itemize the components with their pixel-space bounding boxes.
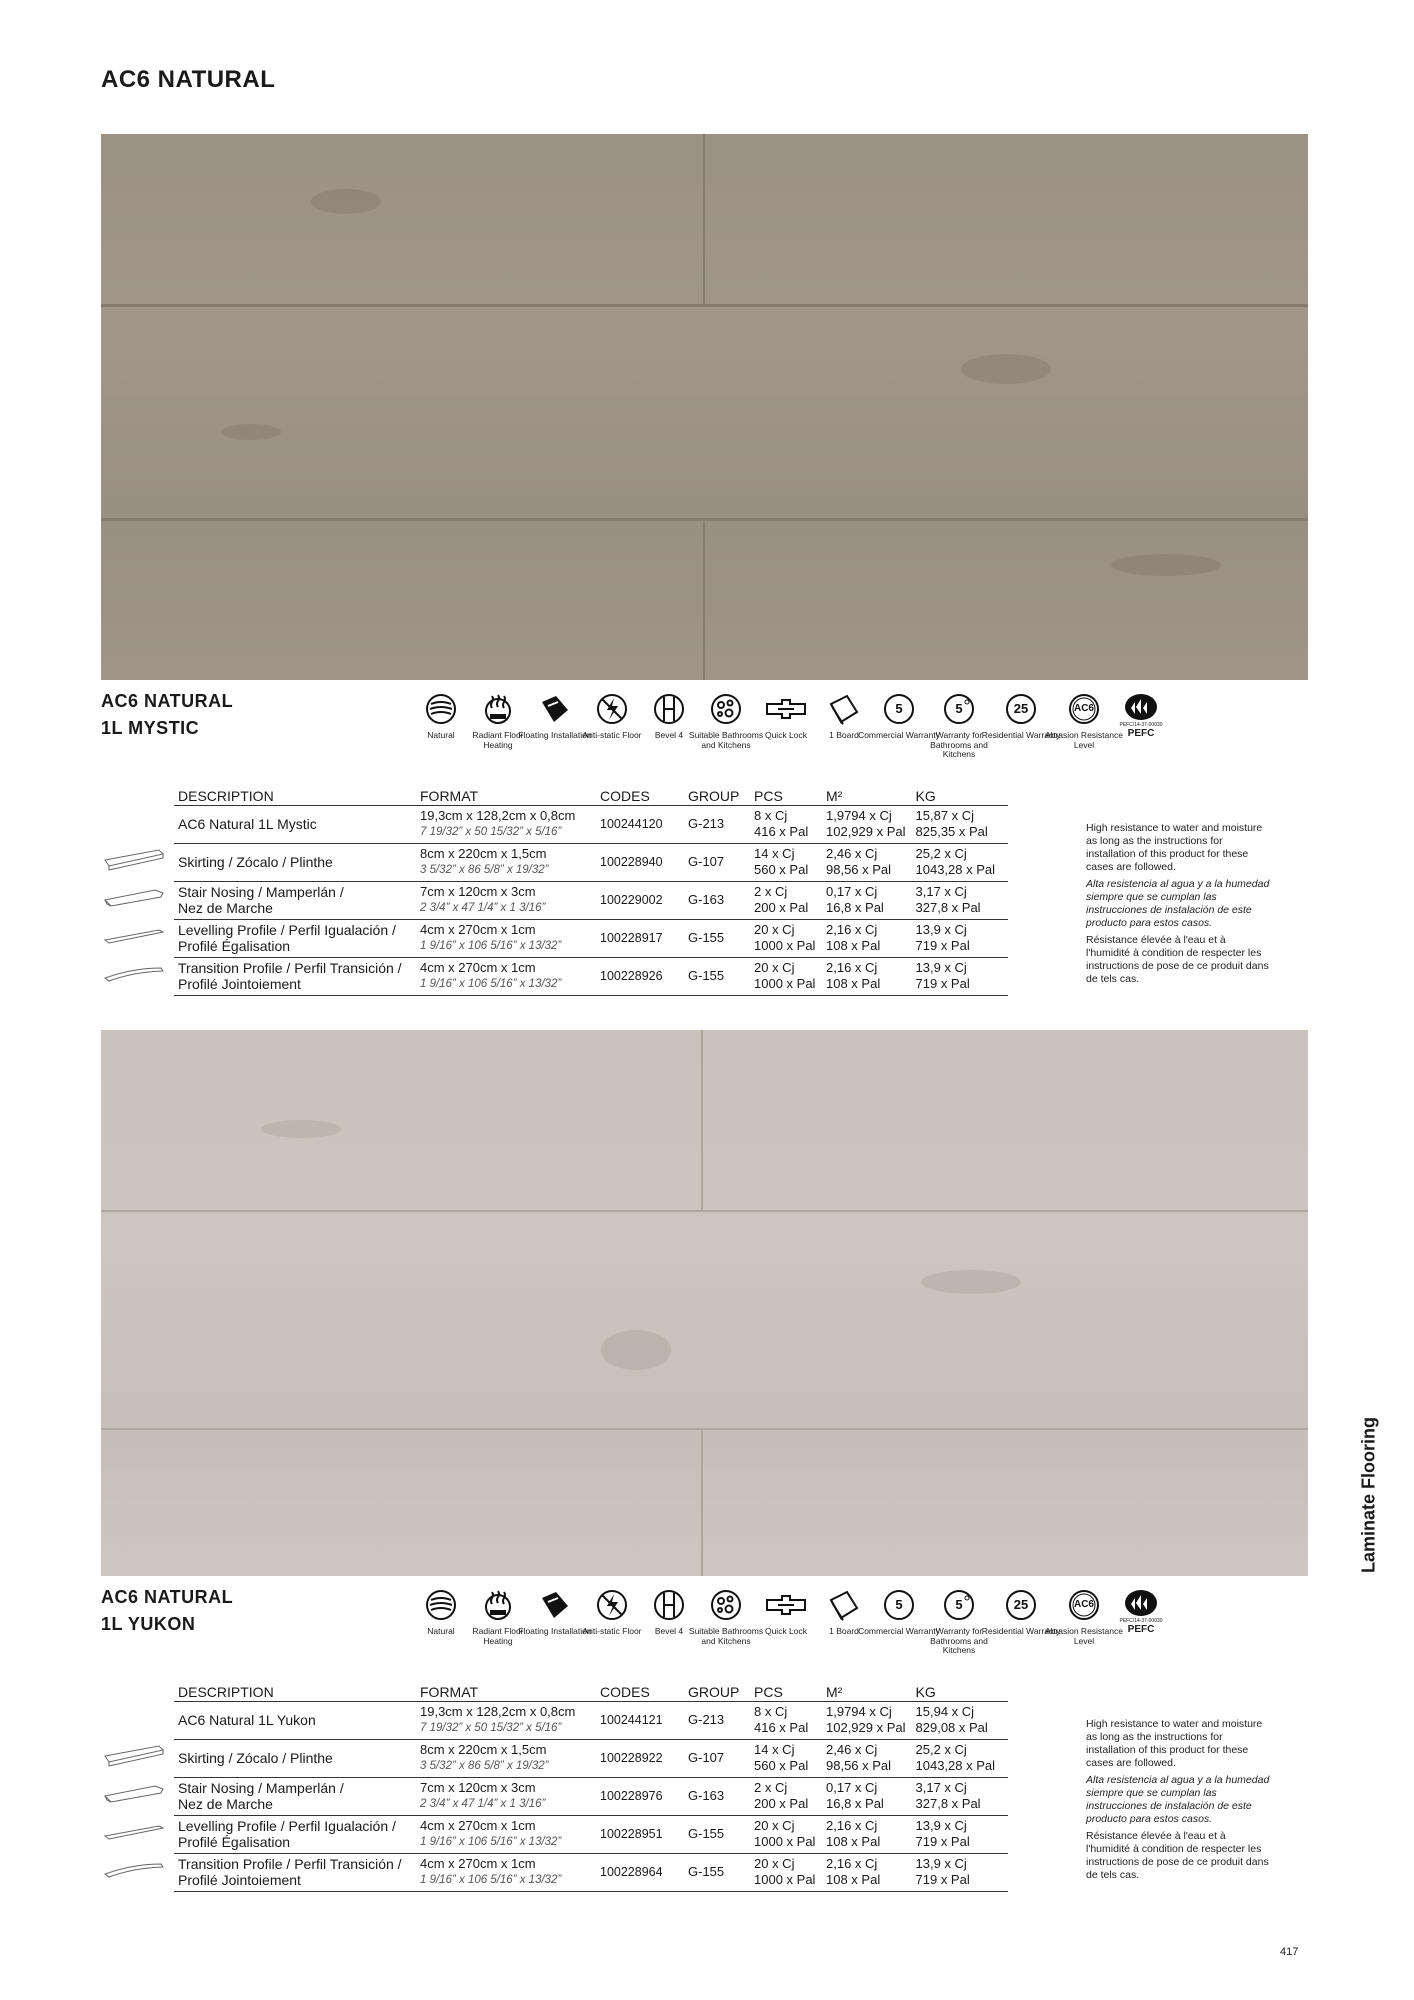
cell-group: G-213 bbox=[684, 805, 750, 843]
cell-desc: AC6 Natural 1L Yukon bbox=[174, 1701, 416, 1739]
pefc-logo-icon bbox=[1100, 1588, 1182, 1618]
cell-desc: Stair Nosing / Mamperlán / Nez de Marche bbox=[174, 1777, 416, 1815]
cell-group: G-107 bbox=[684, 843, 750, 881]
feature-label: Natural bbox=[427, 730, 455, 740]
feature-badge: 5 bbox=[895, 701, 903, 716]
side-label-text: Laminate Flooring bbox=[1358, 1416, 1379, 1574]
feature-badge: 5 bbox=[895, 1597, 903, 1612]
feature-label: PEFC bbox=[1127, 728, 1155, 739]
cell-m2: 0,17 x Cj 16,8 x Pal bbox=[822, 1777, 912, 1815]
feature-badge: AC6 bbox=[1073, 703, 1094, 714]
product-title-yukon bbox=[101, 1584, 233, 1638]
pefc-logo-icon bbox=[1100, 692, 1182, 722]
transition-profile-icon bbox=[103, 960, 165, 986]
column-header: KG bbox=[912, 786, 1008, 805]
cell-format: 19,3cm x 128,2cm x 0,8cm 7 19/32” x 50 15/32” x 5/16” bbox=[416, 1701, 596, 1739]
cell-kg: 13,9 x Cj 719 x Pal bbox=[912, 919, 1008, 957]
feature-label: Floating Installation bbox=[518, 1626, 592, 1636]
note-fr: Résistance élevée à l'eau et à l'humidité à condition de respecter les instructions de pose de ce produit dans de tels cas. bbox=[1086, 934, 1269, 985]
feature-label: Residential Warranty bbox=[981, 730, 1061, 740]
cell-pcs: 8 x Cj 416 x Pal bbox=[750, 805, 822, 843]
cell-m2: 2,16 x Cj 108 x Pal bbox=[822, 1815, 912, 1853]
cell-code: 100244120 bbox=[596, 805, 684, 843]
cell-code: 100228940 bbox=[596, 843, 684, 881]
cell-desc: Skirting / Zócalo / Plinthe bbox=[174, 843, 416, 881]
page-number: 417 bbox=[1280, 1946, 1299, 1958]
floor-image-yukon bbox=[101, 1030, 1308, 1576]
feature-label: Commercial Warranty bbox=[858, 1626, 940, 1636]
cell-pcs: 20 x Cj 1000 x Pal bbox=[750, 1853, 822, 1891]
column-header: GROUP bbox=[684, 1682, 750, 1701]
cell-desc: Levelling Profile / Perfil Igualación / Profilé Égalisation bbox=[174, 919, 416, 957]
product-title-line2: 1L YUKON bbox=[101, 1614, 196, 1634]
cell-m2: 1,9794 x Cj 102,929 x Pal bbox=[822, 805, 912, 843]
cell-desc: AC6 Natural 1L Mystic bbox=[174, 805, 416, 843]
product-title-mystic bbox=[101, 688, 233, 742]
cell-format: 8cm x 220cm x 1,5cm 3 5/32” x 86 5/8” x 19/32” bbox=[416, 843, 596, 881]
feature-badge: AC6 bbox=[1073, 1599, 1094, 1610]
levelling-profile-icon bbox=[103, 922, 165, 948]
cell-format: 4cm x 270cm x 1cm 1 9/16” x 106 5/16” x 13/32” bbox=[416, 919, 596, 957]
feature-label: Residential Warranty bbox=[981, 1626, 1061, 1636]
feature-label: Anti-static Floor bbox=[582, 730, 642, 740]
resistance-note-mystic bbox=[1086, 822, 1272, 990]
product-title-line1: AC6 NATURAL bbox=[101, 1587, 234, 1607]
table-row bbox=[174, 1777, 1008, 1815]
column-header: FORMAT bbox=[416, 786, 596, 805]
cell-m2: 2,16 x Cj 108 x Pal bbox=[822, 1853, 912, 1891]
product-title-line2: 1L MYSTIC bbox=[101, 718, 200, 738]
table-header-row bbox=[174, 786, 1008, 805]
cell-code: 100229002 bbox=[596, 881, 684, 919]
feature-label: Anti-static Floor bbox=[582, 1626, 642, 1636]
cell-m2: 2,46 x Cj 98,56 x Pal bbox=[822, 1739, 912, 1777]
table-row bbox=[174, 957, 1008, 995]
column-header: DESCRIPTION bbox=[174, 1682, 416, 1701]
cell-kg: 3,17 x Cj 327,8 x Pal bbox=[912, 881, 1008, 919]
feature-label: 1 Board bbox=[829, 1626, 859, 1636]
cell-kg: 13,9 x Cj 719 x Pal bbox=[912, 1853, 1008, 1891]
skirting-profile-icon bbox=[103, 1742, 165, 1768]
column-header: PCS bbox=[750, 786, 822, 805]
cell-kg: 15,94 x Cj 829,08 x Pal bbox=[912, 1701, 1008, 1739]
column-header: KG bbox=[912, 1682, 1008, 1701]
side-section-label bbox=[1359, 1405, 1379, 1585]
column-header: DESCRIPTION bbox=[174, 786, 416, 805]
cell-code: 100228922 bbox=[596, 1739, 684, 1777]
transition-profile-icon bbox=[103, 1856, 165, 1882]
note-es: Alta resistencia al agua y a la humedad siempre que se cumplan las instrucciones de instalación de este producto para estos casos. bbox=[1086, 878, 1270, 929]
feature-label: Radiant Floor Heating bbox=[472, 1626, 524, 1646]
cell-pcs: 20 x Cj 1000 x Pal bbox=[750, 957, 822, 995]
levelling-profile-icon bbox=[103, 1818, 165, 1844]
cell-kg: 3,17 x Cj 327,8 x Pal bbox=[912, 1777, 1008, 1815]
cell-group: G-155 bbox=[684, 1815, 750, 1853]
feature-label: Suitable Bathrooms and Kitchens bbox=[688, 730, 764, 750]
feature-icons-mystic bbox=[400, 692, 1290, 782]
cell-pcs: 20 x Cj 1000 x Pal bbox=[750, 919, 822, 957]
note-en: High resistance to water and moisture as long as the instructions for installation of this product for these cases are followed. bbox=[1086, 822, 1263, 873]
table-row bbox=[174, 1853, 1008, 1891]
cell-pcs: 2 x Cj 200 x Pal bbox=[750, 881, 822, 919]
table-header-row bbox=[174, 1682, 1008, 1701]
cell-m2: 0,17 x Cj 16,8 x Pal bbox=[822, 881, 912, 919]
stair-nosing-profile-icon bbox=[103, 884, 165, 910]
cell-m2: 2,16 x Cj 108 x Pal bbox=[822, 919, 912, 957]
cell-m2: 1,9794 x Cj 102,929 x Pal bbox=[822, 1701, 912, 1739]
feature-label: PEFC bbox=[1127, 1624, 1155, 1635]
pefc-code: PEFC/14-37-00030 bbox=[1119, 722, 1163, 728]
feature-label: Commercial Warranty bbox=[858, 730, 940, 740]
cell-kg: 15,87 x Cj 825,35 x Pal bbox=[912, 805, 1008, 843]
cell-code: 100228917 bbox=[596, 919, 684, 957]
cell-group: G-107 bbox=[684, 1739, 750, 1777]
column-header: PCS bbox=[750, 1682, 822, 1701]
feature-label: Quick Lock bbox=[764, 1626, 808, 1636]
table-row bbox=[174, 805, 1008, 843]
cell-code: 100228964 bbox=[596, 1853, 684, 1891]
cell-group: G-155 bbox=[684, 919, 750, 957]
cell-kg: 25,2 x Cj 1043,28 x Pal bbox=[912, 843, 1008, 881]
table-row bbox=[174, 843, 1008, 881]
cell-group: G-213 bbox=[684, 1701, 750, 1739]
feature-label: Radiant Floor Heating bbox=[472, 730, 524, 750]
feature-label: Suitable Bathrooms and Kitchens bbox=[688, 1626, 764, 1646]
cell-pcs: 8 x Cj 416 x Pal bbox=[750, 1701, 822, 1739]
column-header: FORMAT bbox=[416, 1682, 596, 1701]
cell-format: 19,3cm x 128,2cm x 0,8cm 7 19/32” x 50 15/32” x 5/16” bbox=[416, 805, 596, 843]
feature-label: Floating Installation bbox=[518, 730, 592, 740]
cell-kg: 13,9 x Cj 719 x Pal bbox=[912, 1815, 1008, 1853]
cell-group: G-155 bbox=[684, 957, 750, 995]
column-header: GROUP bbox=[684, 786, 750, 805]
feature-label: Bevel 4 bbox=[654, 730, 684, 740]
cell-kg: 25,2 x Cj 1043,28 x Pal bbox=[912, 1739, 1008, 1777]
note-es: Alta resistencia al agua y a la humedad siempre que se cumplan las instrucciones de instalación de este producto para estos casos. bbox=[1086, 1774, 1270, 1825]
feature-label: Natural bbox=[427, 1626, 455, 1636]
stair-nosing-profile-icon bbox=[103, 1780, 165, 1806]
table-row bbox=[174, 1815, 1008, 1853]
column-header: CODES bbox=[596, 1682, 684, 1701]
cell-format: 4cm x 270cm x 1cm 1 9/16” x 106 5/16” x 13/32” bbox=[416, 957, 596, 995]
feature-badge: 5 bbox=[955, 1597, 963, 1612]
table-row bbox=[174, 919, 1008, 957]
note-fr: Résistance élevée à l'eau et à l'humidité à condition de respecter les instructions de pose de ce produit dans de tels cas. bbox=[1086, 1830, 1269, 1881]
column-header: M² bbox=[822, 786, 912, 805]
skirting-profile-icon bbox=[103, 846, 165, 872]
column-header: CODES bbox=[596, 786, 684, 805]
cell-group: G-155 bbox=[684, 1853, 750, 1891]
cell-desc: Transition Profile / Perfil Transición / Profilé Jointoiement bbox=[174, 957, 416, 995]
feature-label: Abrasion Resistance Level bbox=[1045, 730, 1123, 750]
page-title: AC6 NATURAL bbox=[101, 66, 276, 93]
table-row bbox=[174, 881, 1008, 919]
feature-label: 1 Board bbox=[829, 730, 859, 740]
spec-table-mystic bbox=[174, 786, 1008, 996]
cell-code: 100228951 bbox=[596, 1815, 684, 1853]
cell-group: G-163 bbox=[684, 1777, 750, 1815]
resistance-note-yukon bbox=[1086, 1718, 1272, 1886]
feature-label: Warranty for Bathrooms and Kitchens bbox=[930, 1626, 988, 1655]
cell-desc: Transition Profile / Perfil Transición / Profilé Jointoiement bbox=[174, 1853, 416, 1891]
cell-format: 4cm x 270cm x 1cm 1 9/16” x 106 5/16” x 13/32” bbox=[416, 1815, 596, 1853]
cell-format: 7cm x 120cm x 3cm 2 3/4” x 47 1/4” x 1 3/16” bbox=[416, 1777, 596, 1815]
cell-m2: 2,46 x Cj 98,56 x Pal bbox=[822, 843, 912, 881]
cell-pcs: 20 x Cj 1000 x Pal bbox=[750, 1815, 822, 1853]
floor-image-mystic bbox=[101, 134, 1308, 680]
feature-label: Warranty for Bathrooms and Kitchens bbox=[930, 730, 988, 759]
feature-badge: 25 bbox=[1013, 701, 1029, 716]
cell-kg: 13,9 x Cj 719 x Pal bbox=[912, 957, 1008, 995]
spec-table-yukon bbox=[174, 1682, 1008, 1892]
cell-code: 100228976 bbox=[596, 1777, 684, 1815]
cell-code: 100228926 bbox=[596, 957, 684, 995]
table-row bbox=[174, 1739, 1008, 1777]
cell-pcs: 14 x Cj 560 x Pal bbox=[750, 1739, 822, 1777]
feature-label: Abrasion Resistance Level bbox=[1045, 1626, 1123, 1646]
feature-label: Bevel 4 bbox=[654, 1626, 684, 1636]
feature-pefc-logo bbox=[1100, 1588, 1182, 1635]
cell-code: 100244121 bbox=[596, 1701, 684, 1739]
cell-pcs: 2 x Cj 200 x Pal bbox=[750, 1777, 822, 1815]
cell-format: 7cm x 120cm x 3cm 2 3/4” x 47 1/4” x 1 3/16” bbox=[416, 881, 596, 919]
feature-label: Quick Lock bbox=[764, 730, 808, 740]
cell-pcs: 14 x Cj 560 x Pal bbox=[750, 843, 822, 881]
feature-badge: 25 bbox=[1013, 1597, 1029, 1612]
note-en: High resistance to water and moisture as long as the instructions for installation of this product for these cases are followed. bbox=[1086, 1718, 1263, 1769]
cell-group: G-163 bbox=[684, 881, 750, 919]
pefc-code: PEFC/14-37-00030 bbox=[1119, 1618, 1163, 1624]
table-row bbox=[174, 1701, 1008, 1739]
feature-pefc-logo bbox=[1100, 692, 1182, 739]
feature-icons-yukon bbox=[400, 1588, 1290, 1678]
cell-m2: 2,16 x Cj 108 x Pal bbox=[822, 957, 912, 995]
product-title-line1: AC6 NATURAL bbox=[101, 691, 234, 711]
column-header: M² bbox=[822, 1682, 912, 1701]
cell-desc: Stair Nosing / Mamperlán / Nez de Marche bbox=[174, 881, 416, 919]
cell-desc: Levelling Profile / Perfil Igualación / Profilé Égalisation bbox=[174, 1815, 416, 1853]
cell-format: 4cm x 270cm x 1cm 1 9/16” x 106 5/16” x 13/32” bbox=[416, 1853, 596, 1891]
cell-format: 8cm x 220cm x 1,5cm 3 5/32” x 86 5/8” x 19/32” bbox=[416, 1739, 596, 1777]
feature-badge: 5 bbox=[955, 701, 963, 716]
cell-desc: Skirting / Zócalo / Plinthe bbox=[174, 1739, 416, 1777]
